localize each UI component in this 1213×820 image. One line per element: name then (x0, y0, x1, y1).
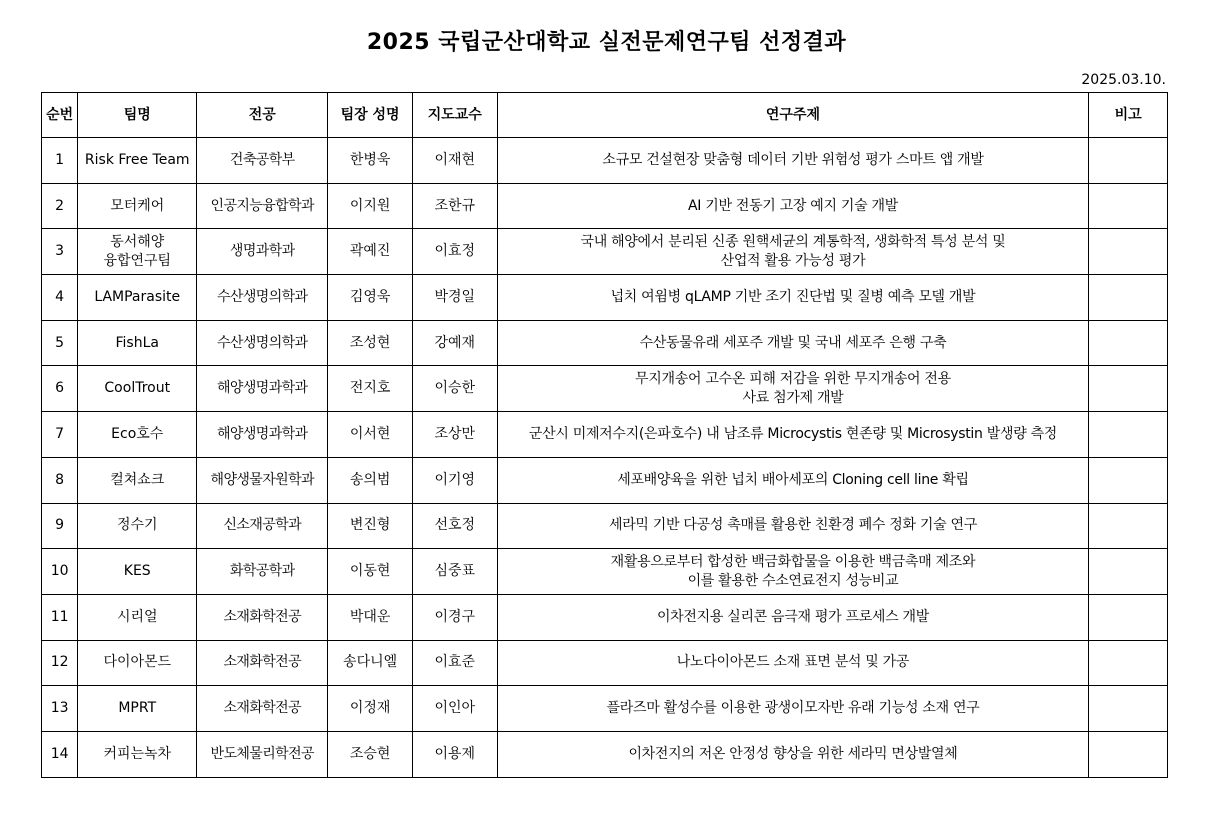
cell-research-topic: 무지개송어 고수온 피해 저감을 위한 무지개송어 전용 사료 첨가제 개발 (497, 366, 1089, 412)
cell-research-topic: 세포배양육을 위한 넙치 배아세포의 Cloning cell line 확립 (497, 457, 1089, 503)
cell-advisor: 박경일 (412, 275, 497, 321)
cell-research-topic: 이차전지용 실리콘 음극재 평가 프로세스 개발 (497, 594, 1089, 640)
table-row (42, 412, 1168, 458)
cell-number: 5 (42, 320, 78, 366)
cell-note (1089, 183, 1168, 229)
cell-major: 신소재공학과 (197, 503, 328, 549)
cell-note (1089, 412, 1168, 458)
cell-note (1089, 503, 1168, 549)
cell-note (1089, 686, 1168, 732)
cell-research-topic: 플라즈마 활성수를 이용한 광생이모자반 유래 기능성 소재 연구 (497, 686, 1089, 732)
cell-number: 9 (42, 503, 78, 549)
cell-number: 4 (42, 275, 78, 321)
table-row (42, 457, 1168, 503)
cell-note (1089, 457, 1168, 503)
table-row (42, 183, 1168, 229)
cell-team-leader: 곽예진 (328, 229, 413, 275)
cell-advisor: 조한규 (412, 183, 497, 229)
cell-advisor: 심중표 (412, 549, 497, 595)
cell-team-name: MPRT (78, 686, 197, 732)
table-row (42, 503, 1168, 549)
cell-major: 소재화학전공 (197, 686, 328, 732)
cell-major: 화학공학과 (197, 549, 328, 595)
cell-major: 소재화학전공 (197, 640, 328, 686)
cell-team-name: LAMParasite (78, 275, 197, 321)
cell-major: 수산생명의학과 (197, 275, 328, 321)
cell-number: 1 (42, 138, 78, 184)
table-row (42, 366, 1168, 412)
cell-team-name: 커피는녹차 (78, 731, 197, 777)
cell-number: 10 (42, 549, 78, 595)
table-body (42, 138, 1168, 778)
cell-major: 수산생명의학과 (197, 320, 328, 366)
cell-research-topic: 군산시 미제저수지(은파호수) 내 남조류 Microcystis 현존량 및 Microsystin 발생량 측정 (497, 412, 1089, 458)
cell-research-topic: 나노다이아몬드 소재 표면 분석 및 가공 (497, 640, 1089, 686)
cell-team-name: Eco호수 (78, 412, 197, 458)
cell-team-leader: 송다니엘 (328, 640, 413, 686)
cell-number: 6 (42, 366, 78, 412)
cell-team-leader: 이동현 (328, 549, 413, 595)
cell-research-topic: 넙치 여윔병 qLAMP 기반 조기 진단법 및 질병 예측 모델 개발 (497, 275, 1089, 321)
cell-number: 8 (42, 457, 78, 503)
cell-major: 건축공학부 (197, 138, 328, 184)
header-note: 비고 (1089, 93, 1168, 138)
cell-advisor: 이경구 (412, 594, 497, 640)
table-row (42, 686, 1168, 732)
cell-team-leader: 박대운 (328, 594, 413, 640)
cell-note (1089, 594, 1168, 640)
cell-advisor: 이재현 (412, 138, 497, 184)
cell-research-topic: 소규모 건설현장 맞춤형 데이터 기반 위험성 평가 스마트 앱 개발 (497, 138, 1089, 184)
cell-team-leader: 이정재 (328, 686, 413, 732)
header-advisor: 지도교수 (412, 93, 497, 138)
cell-research-topic: AI 기반 전동기 고장 예지 기술 개발 (497, 183, 1089, 229)
page-title: 2025 국립군산대학교 실전문제연구팀 선정결과 (366, 30, 847, 55)
header-research-topic: 연구주제 (497, 93, 1089, 138)
cell-note (1089, 549, 1168, 595)
cell-major: 생명과학과 (197, 229, 328, 275)
cell-research-topic: 재활용으로부터 합성한 백금화합물을 이용한 백금촉매 제조와 이를 활용한 수소연료전지 성능비교 (497, 549, 1089, 595)
cell-advisor: 이인아 (412, 686, 497, 732)
cell-number: 2 (42, 183, 78, 229)
cell-team-name: 모터케어 (78, 183, 197, 229)
table-row (42, 138, 1168, 184)
cell-major: 해양생명과학과 (197, 412, 328, 458)
header-number: 순번 (42, 93, 78, 138)
cell-team-leader: 한병욱 (328, 138, 413, 184)
header-team-name: 팀명 (78, 93, 197, 138)
cell-team-name: Risk Free Team (78, 138, 197, 184)
cell-number: 7 (42, 412, 78, 458)
cell-advisor: 강예재 (412, 320, 497, 366)
cell-team-name: 동서해양 융합연구팀 (78, 229, 197, 275)
cell-advisor: 이기영 (412, 457, 497, 503)
cell-note (1089, 320, 1168, 366)
cell-number: 3 (42, 229, 78, 275)
cell-team-name: KES (78, 549, 197, 595)
cell-team-name: FishLa (78, 320, 197, 366)
cell-team-leader: 조성현 (328, 320, 413, 366)
cell-advisor: 이승한 (412, 366, 497, 412)
cell-note (1089, 229, 1168, 275)
cell-team-name: 정수기 (78, 503, 197, 549)
cell-research-topic: 이차전지의 저온 안정성 향상을 위한 세라믹 면상발열체 (497, 731, 1089, 777)
results-table (41, 92, 1168, 778)
table-row (42, 640, 1168, 686)
cell-team-leader: 이지원 (328, 183, 413, 229)
cell-team-name: 컬쳐쇼크 (78, 457, 197, 503)
cell-advisor: 조상만 (412, 412, 497, 458)
cell-note (1089, 640, 1168, 686)
cell-note (1089, 138, 1168, 184)
header-team-leader: 팀장 성명 (328, 93, 413, 138)
cell-advisor: 선호정 (412, 503, 497, 549)
cell-number: 11 (42, 594, 78, 640)
cell-major: 인공지능융합학과 (197, 183, 328, 229)
cell-team-leader: 변진형 (328, 503, 413, 549)
table-row (42, 275, 1168, 321)
cell-major: 소재화학전공 (197, 594, 328, 640)
cell-team-name: CoolTrout (78, 366, 197, 412)
cell-research-topic: 수산동물유래 세포주 개발 및 국내 세포주 은행 구축 (497, 320, 1089, 366)
cell-team-leader: 송의범 (328, 457, 413, 503)
cell-major: 해양생물자원학과 (197, 457, 328, 503)
table-row (42, 549, 1168, 595)
cell-major: 반도체물리학전공 (197, 731, 328, 777)
table-row (42, 320, 1168, 366)
cell-note (1089, 731, 1168, 777)
header-major: 전공 (197, 93, 328, 138)
cell-note (1089, 275, 1168, 321)
cell-team-name: 다이아몬드 (78, 640, 197, 686)
cell-team-leader: 전지호 (328, 366, 413, 412)
cell-advisor: 이효준 (412, 640, 497, 686)
cell-number: 13 (42, 686, 78, 732)
table-row (42, 229, 1168, 275)
cell-team-leader: 김영욱 (328, 275, 413, 321)
cell-advisor: 이효정 (412, 229, 497, 275)
cell-advisor: 이용제 (412, 731, 497, 777)
cell-research-topic: 국내 해양에서 분리된 신종 원핵세균의 계통학적, 생화학적 특성 분석 및 산업적 활용 가능성 평가 (497, 229, 1089, 275)
cell-team-name: 시리얼 (78, 594, 197, 640)
cell-team-leader: 이서현 (328, 412, 413, 458)
cell-number: 14 (42, 731, 78, 777)
cell-team-leader: 조승현 (328, 731, 413, 777)
document-date: 2025.03.10. (1081, 72, 1166, 88)
cell-note (1089, 366, 1168, 412)
table-row (42, 594, 1168, 640)
cell-research-topic: 세라믹 기반 다공성 촉매를 활용한 친환경 폐수 정화 기술 연구 (497, 503, 1089, 549)
cell-number: 12 (42, 640, 78, 686)
cell-major: 해양생명과학과 (197, 366, 328, 412)
table-header-row (42, 93, 1168, 138)
table-row (42, 731, 1168, 777)
